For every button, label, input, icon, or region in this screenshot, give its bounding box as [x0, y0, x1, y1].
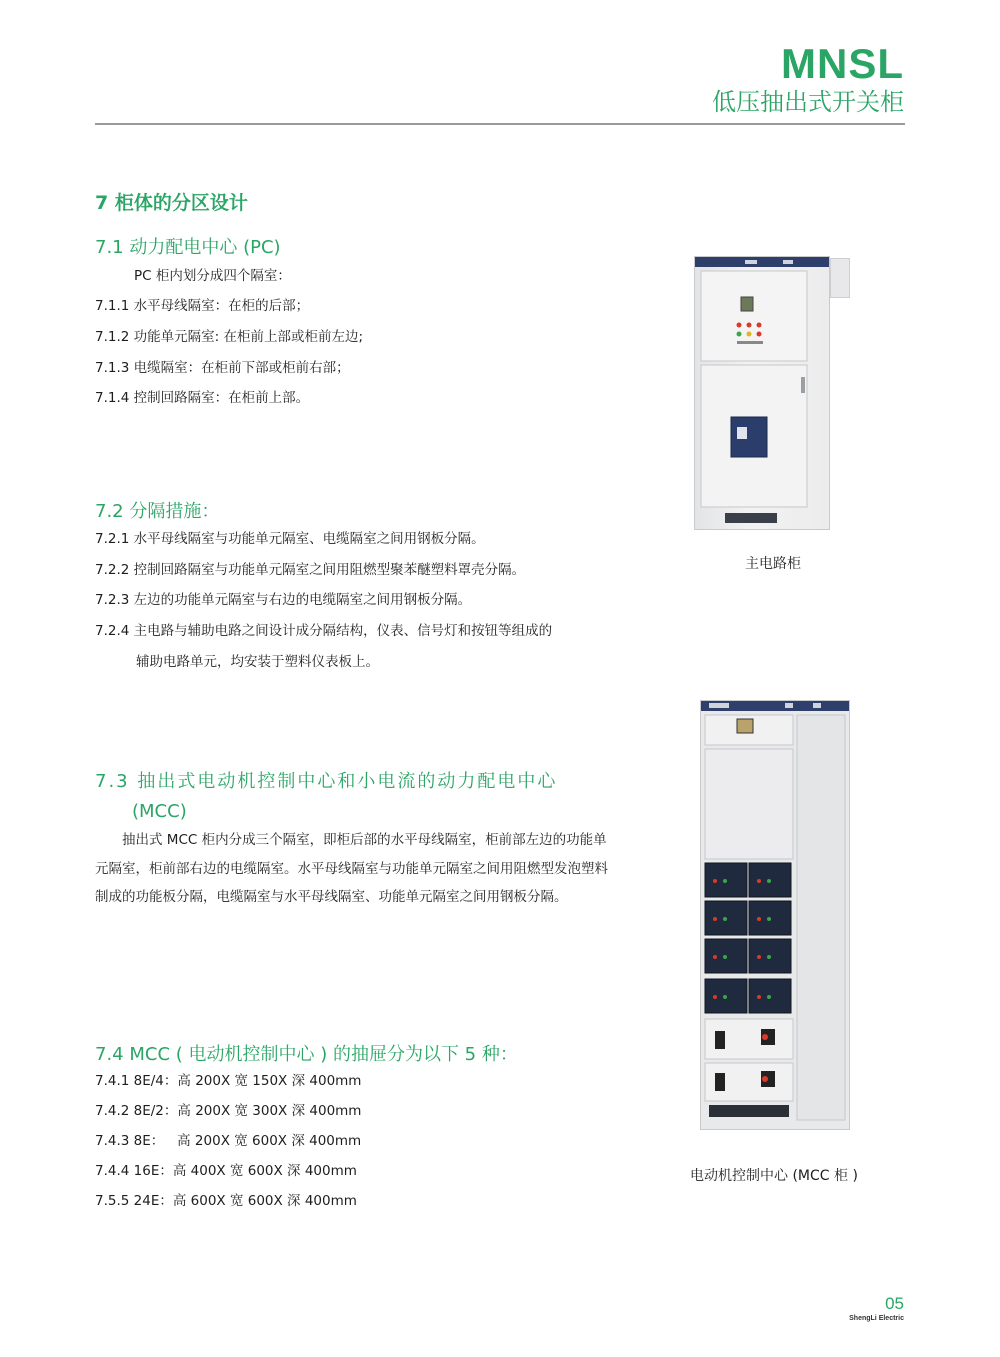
list-item-7-2-3: 7.2.3 左边的功能单元隔室与右边的电缆隔室之间用钢板分隔。	[95, 592, 472, 608]
mcc-cabinet-caption: 电动机控制中心 (MCC 柜 )	[690, 1168, 858, 1184]
company-name: ShengLi Electric	[849, 1315, 904, 1322]
subsection-7-1-intro: PC 柜内划分成四个隔室：	[134, 268, 291, 284]
main-circuit-cabinet-drawing	[695, 257, 829, 529]
brand-subtitle: 低压抽出式开关柜	[712, 88, 904, 116]
subsection-7-1-title: 7.1 动力配电中心 (PC)	[95, 237, 281, 258]
header-divider	[95, 123, 905, 125]
list-item-7-2-2: 7.2.2 控制回路隔室与功能单元隔室之间用阻燃型聚苯醚塑料罩壳分隔。	[95, 562, 526, 578]
list-item-7-5-5: 7.5.5 24E：高 600X 宽 600X 深 400mm	[95, 1193, 357, 1209]
brand-title: MNSL	[781, 40, 904, 87]
list-item-7-1-2: 7.1.2 功能单元隔室: 在柜前上部或柜前左边;	[95, 329, 364, 345]
list-item-7-4-4: 7.4.4 16E：高 400X 宽 600X 深 400mm	[95, 1163, 357, 1179]
cabinet-side-panel	[830, 258, 850, 298]
list-item-7-4-3: 7.4.3 8E： 高 200X 宽 600X 深 400mm	[95, 1133, 362, 1149]
page-number: 05	[885, 1294, 904, 1313]
list-item-7-1-1: 7.1.1 水平母线隔室：在柜的后部；	[95, 298, 310, 314]
subsection-7-4-title: 7.4 MCC ( 电动机控制中心 ) 的抽屉分为以下 5 种：	[95, 1044, 518, 1065]
list-item-7-2-4-continued: 辅助电路单元，均安装于塑料仪表板上。	[136, 654, 379, 670]
list-item-7-4-1: 7.4.1 8E/4：高 200X 宽 150X 深 400mm	[95, 1073, 362, 1089]
subsection-7-3-paragraph: 抽出式 MCC 柜内分成三个隔室，即柜后部的水平母线隔室，柜前部左边的功能单元隔室，柜前部右边的电缆隔室。水平母线隔室与功能单元隔室之间用阻燃型发泡塑料制成的功能板分隔，电缆隔室与水平母线隔室、功能单元隔室之间用钢板分隔。	[95, 832, 608, 905]
main-circuit-cabinet-image	[694, 256, 830, 530]
subsection-7-3-title: 7.3 抽出式电动机控制中心和小电流的动力配电中心	[95, 771, 558, 792]
subsection-7-2-title: 7.2 分隔措施：	[95, 501, 220, 522]
subsection-7-3-title-line2: (MCC)	[132, 801, 187, 822]
list-item-7-1-3: 7.1.3 电缆隔室：在柜前下部或柜前右部；	[95, 360, 350, 376]
list-item-7-1-4: 7.1.4 控制回路隔室：在柜前上部。	[95, 390, 310, 406]
mcc-cabinet-drawing	[701, 701, 849, 1129]
main-circuit-cabinet-caption: 主电路柜	[745, 556, 801, 572]
list-item-7-4-2: 7.4.2 8E/2：高 200X 宽 300X 深 400mm	[95, 1103, 362, 1119]
list-item-7-2-1: 7.2.1 水平母线隔室与功能单元隔室、电缆隔室之间用钢板分隔。	[95, 531, 485, 547]
section-title: 7 柜体的分区设计	[95, 192, 248, 214]
list-item-7-2-4: 7.2.4 主电路与辅助电路之间设计成分隔结构，仪表、信号灯和按钮等组成的	[95, 623, 553, 639]
mcc-cabinet-image	[700, 700, 850, 1130]
